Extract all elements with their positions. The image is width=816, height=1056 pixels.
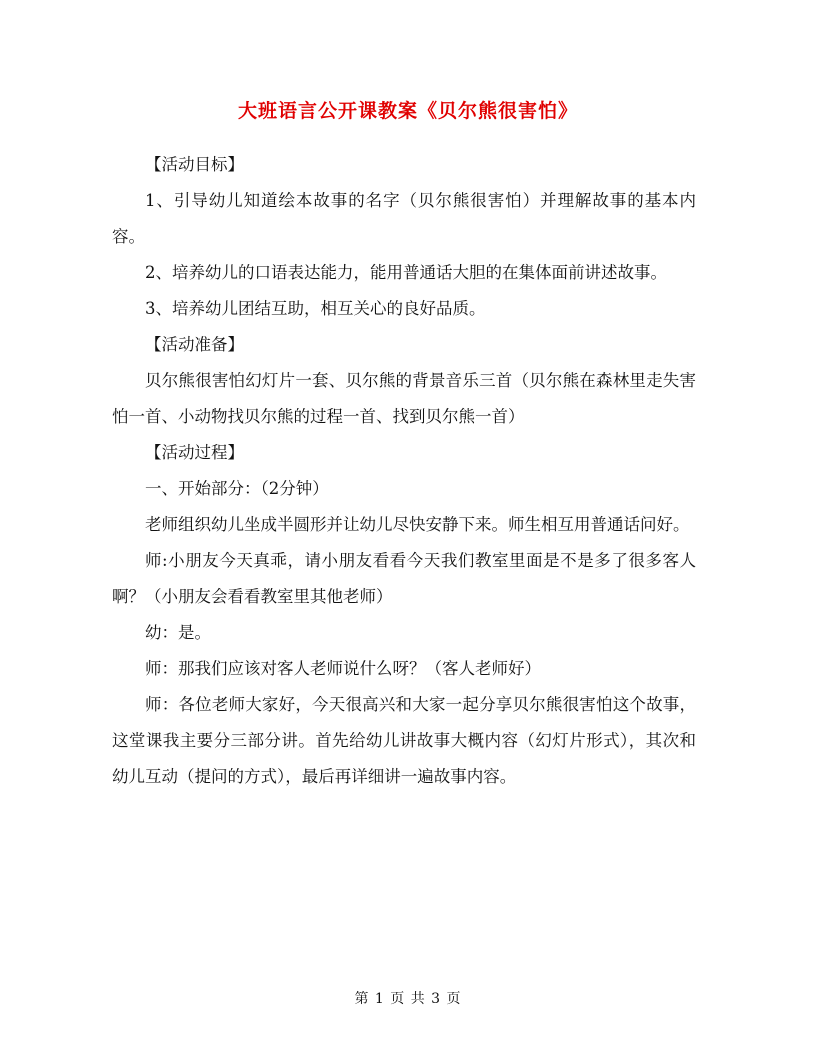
page-footer: 第 1 页 共 3 页 xyxy=(354,991,462,1007)
goal-item-3: 3、培养幼儿团结互助，相互关心的良好品质。 xyxy=(145,299,486,318)
preparation-text: 贝尔熊很害怕幻灯片一套、贝尔熊的背景音乐三首（贝尔熊在森林里走失害怕一首、小动物找贝尔熊的过程一首、找到贝尔熊一首） xyxy=(112,371,696,426)
dialogue-paragraph: 幼：是。 xyxy=(145,623,211,642)
process-step-heading: 一、开始部分：（2分钟） xyxy=(145,479,329,498)
goal-item-2: 2、培养幼儿的口语表达能力，能用普通话大胆的在集体面前讲述故事。 xyxy=(145,263,667,282)
dialogue-paragraph: 师：各位老师大家好，今天很高兴和大家一起分享贝尔熊很害怕这个故事，这堂课我主要分三部分讲。首先给幼儿讲故事大概内容（幻灯片形式），其次和幼儿互动（提问的方式），最后再详细讲一遍故事内容。 xyxy=(112,695,696,786)
document-body xyxy=(112,147,696,795)
dialogue-paragraph: 师：那我们应该对客人老师说什么呀？（客人老师好） xyxy=(145,659,541,678)
process-paragraph: 老师组织幼儿坐成半圆形并让幼儿尽快安静下来。师生相互用普通话问好。 xyxy=(145,515,690,534)
section-heading-preparation: 【活动准备】 xyxy=(145,335,244,354)
document-title: 大班语言公开课教案《贝尔熊很害怕》 xyxy=(237,100,578,122)
dialogue-paragraph: 师:小朋友今天真乖，请小朋友看看今天我们教室里面是不是多了很多客人啊？（小朋友会看看教室里其他老师） xyxy=(112,551,696,606)
section-heading-goals: 【活动目标】 xyxy=(145,155,244,174)
section-heading-process: 【活动过程】 xyxy=(145,443,244,462)
goal-item-1: 1、引导幼儿知道绘本故事的名字（贝尔熊很害怕）并理解故事的基本内容。 xyxy=(112,191,696,246)
